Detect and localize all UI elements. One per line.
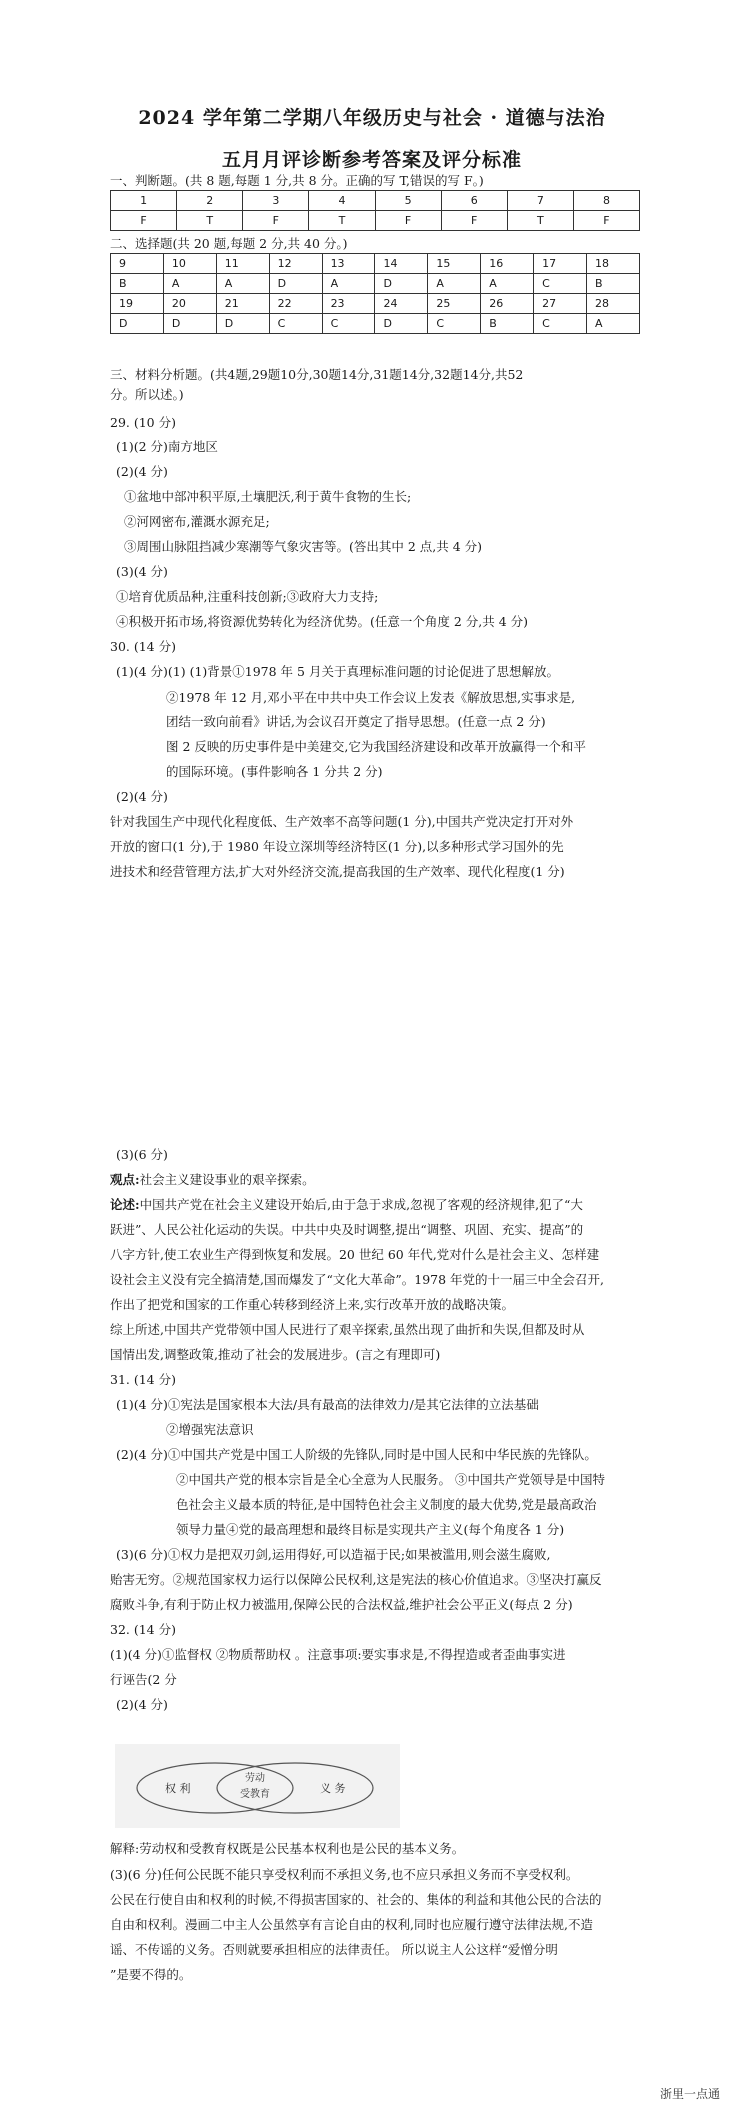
watermark-text: 浙里一点通 — [659, 2087, 720, 2101]
table-cell: 15 — [428, 254, 481, 274]
q30-line: 的国际环境。(事件影响各 1 分共 2 分) — [166, 764, 383, 779]
table-cell: 8 — [573, 191, 639, 211]
table-row — [111, 211, 640, 231]
argument-text: 中国共产党在社会主义建设开始后,由于急于求成,忽视了客观的经济规律,犯了“大 — [139, 1197, 583, 1212]
q32-line: 自由和权利。漫画二中主人公虽然享有言论自由的权利,同时也应履行遵守法律法规,不造 — [110, 1917, 593, 1932]
table-cell: 16 — [481, 254, 534, 274]
rights-duties-venn-diagram — [110, 1750, 400, 1822]
q32-line: 32. (14 分) — [110, 1622, 176, 1637]
table-cell: B — [111, 274, 164, 294]
table-cell: 7 — [507, 191, 573, 211]
q30-line: 30. (14 分) — [110, 639, 176, 654]
q30-line: ②1978 年 12 月,邓小平在中共中央工作会议上发表《解放思想,实事求是, — [166, 690, 576, 705]
viewpoint-text: 社会主义建设事业的艰辛探索。 — [139, 1172, 315, 1187]
table-cell: D — [269, 274, 322, 294]
q31-line: (1)(4 分)①宪法是国家根本大法/具有最高的法律效力/是其它法律的立法基础 — [116, 1397, 539, 1412]
table-cell: 14 — [375, 254, 428, 274]
table-row — [111, 314, 640, 334]
table-cell: 11 — [216, 254, 269, 274]
q30-argument-line: 作出了把党和国家的工作重心转移到经济上来,实行改革开放的战略决策。 — [110, 1297, 514, 1312]
table-cell: 26 — [481, 294, 534, 314]
table-cell: D — [216, 314, 269, 334]
q31-line: 贻害无穷。②规范国家权力运行以保障公民权利,这是宪法的核心价值追求。③坚决打赢反 — [110, 1572, 602, 1587]
argument-label: 论述: — [110, 1197, 140, 1212]
q29-line: ①盆地中部冲积平原,土壤肥沃,利于黄牛食物的生长; — [124, 489, 412, 504]
document-title: 2024 学年第二学期八年级历史与社会 · 道德与法治 — [138, 107, 606, 129]
q31-line: ②增强宪法意识 — [166, 1422, 254, 1437]
table-cell: B — [587, 274, 640, 294]
table-cell: F — [111, 211, 177, 231]
q32-line: ”是要不得的。 — [110, 1967, 192, 1982]
q30-line: (2)(4 分) — [116, 789, 168, 804]
table-cell: F — [441, 211, 507, 231]
q31-line: 色社会主义最本质的特征,是中国特色社会主义制度的最大优势,党是最高政治 — [176, 1497, 597, 1512]
table-row — [111, 254, 640, 274]
table-cell: 3 — [243, 191, 309, 211]
true-false-answer-table — [110, 190, 640, 231]
viewpoint-label: 观点: — [110, 1172, 140, 1187]
table-row — [111, 274, 640, 294]
q30-part3-label: (3)(6 分) — [116, 1147, 168, 1162]
table-cell: T — [507, 211, 573, 231]
table-cell: F — [573, 211, 639, 231]
document-subtitle: 五月月评诊断参考答案及评分标准 — [221, 149, 522, 171]
table-cell: T — [309, 211, 375, 231]
table-cell: 24 — [375, 294, 428, 314]
q31-line: (2)(4 分)①中国共产党是中国工人阶级的先锋队,同时是中国人民和中华民族的先锋队。 — [116, 1447, 597, 1462]
table-cell: T — [177, 211, 243, 231]
table-cell: C — [534, 274, 587, 294]
table-cell: 5 — [375, 191, 441, 211]
q32-line: 公民在行使自由和权利的时候,不得损害国家的、社会的、集体的利益和其他公民的合法的 — [110, 1892, 602, 1907]
table-cell: A — [481, 274, 534, 294]
venn-center-line2: 受教育 — [240, 1789, 270, 1800]
table-cell: 25 — [428, 294, 481, 314]
duties-ellipse — [217, 1763, 373, 1813]
table-cell: F — [243, 211, 309, 231]
table-cell: F — [375, 211, 441, 231]
q30-argument-line: 跃进”、人民公社化运动的失误。中共中央及时调整,提出“调整、巩固、充实、提高”的 — [110, 1222, 584, 1237]
q30-argument-line — [110, 1196, 583, 1213]
table-cell: 4 — [309, 191, 375, 211]
table-cell: 17 — [534, 254, 587, 274]
q30-argument-line: 国情出发,调整政策,推动了社会的发展进步。(言之有理即可) — [110, 1347, 441, 1362]
section3-heading-line2: 分。所以述。) — [110, 387, 184, 402]
table-cell: C — [322, 314, 375, 334]
q29-line: ④积极开拓市场,将资源优势转化为经济优势。(任意一个角度 2 分,共 4 分) — [116, 614, 529, 629]
table-row — [111, 294, 640, 314]
table-cell: 1 — [111, 191, 177, 211]
q29-line: ③周围山脉阻挡减少寒潮等气象灾害等。(答出其中 2 点,共 4 分) — [124, 539, 483, 554]
q32-line: (3)(6 分)任何公民既不能只享受权利而不承担义务,也不应只承担义务而不享受权利。 — [110, 1867, 579, 1882]
q29-line: ①培育优质品种,注重科技创新;③政府大力支持; — [116, 589, 379, 604]
q31-line: ②中国共产党的根本宗旨是全心全意为人民服务。 ③中国共产党领导是中国特 — [176, 1472, 605, 1487]
q30-line: (1)(4 分)(1) (1)背景①1978 年 5 月关于真理标准问题的讨论促进了思想解放。 — [116, 664, 559, 679]
table-cell: 20 — [163, 294, 216, 314]
section1-heading: 一、判断题。(共 8 题,每题 1 分,共 8 分。正确的写 T,错误的写 F。) — [110, 173, 484, 188]
q31-line: 31. (14 分) — [110, 1372, 176, 1387]
rights-ellipse — [137, 1763, 293, 1813]
table-row — [111, 191, 640, 211]
q29-line: (2)(4 分) — [116, 464, 168, 479]
table-cell: D — [111, 314, 164, 334]
table-cell: 28 — [587, 294, 640, 314]
table-cell: A — [322, 274, 375, 294]
q30-argument-line: 设社会主义没有完全搞清楚,国而爆发了“文化大革命”。1978 年党的十一届三中全会召开, — [110, 1272, 605, 1287]
table-cell: 10 — [163, 254, 216, 274]
q29-line: 29. (10 分) — [110, 415, 176, 430]
q31-line: 领导力量④党的最高理想和最终目标是实现共产主义(每个角度各 1 分) — [176, 1522, 565, 1537]
table-cell: D — [163, 314, 216, 334]
section2-heading: 二、选择题(共 20 题,每题 2 分,共 40 分。) — [110, 236, 348, 251]
table-cell: 27 — [534, 294, 587, 314]
table-cell: A — [428, 274, 481, 294]
multiple-choice-answer-table — [110, 253, 640, 334]
table-cell: C — [534, 314, 587, 334]
table-cell: B — [481, 314, 534, 334]
q32-line: (1)(4 分)①监督权 ②物质帮助权 。注意事项:要实事求是,不得捏造或者歪曲事实进 — [110, 1647, 566, 1662]
q32-line: 行诬告(2 分 — [110, 1672, 177, 1687]
table-cell: 19 — [111, 294, 164, 314]
table-cell: 2 — [177, 191, 243, 211]
q32-line: 解释:劳动权和受教育权既是公民基本权利也是公民的基本义务。 — [110, 1841, 465, 1856]
q31-line: (3)(6 分)①权力是把双刃剑,运用得好,可以造福于民;如果被滥用,则会滋生腐败, — [116, 1547, 551, 1562]
q30-line: 开放的窗口(1 分),于 1980 年设立深圳等经济特区(1 分),以多种形式学习国外的先 — [110, 839, 564, 854]
table-cell: D — [375, 274, 428, 294]
q30-viewpoint — [110, 1171, 315, 1188]
venn-left-label: 权 利 — [165, 1782, 191, 1795]
venn-center-line1: 劳动 — [245, 1773, 265, 1784]
table-cell: 23 — [322, 294, 375, 314]
q29-line: (3)(4 分) — [116, 564, 168, 579]
venn-right-label: 义 务 — [320, 1782, 346, 1795]
table-cell: D — [375, 314, 428, 334]
q29-line: ②河网密布,灌溉水源充足; — [124, 514, 270, 529]
table-cell: A — [587, 314, 640, 334]
q29-line: (1)(2 分)南方地区 — [116, 439, 218, 454]
section3-heading-line1: 三、材料分析题。(共4题,29题10分,30题14分,31题14分,32题14分,共52 — [110, 367, 524, 382]
q30-line: 进技术和经营管理方法,扩大对外经济交流,提高我国的生产效率、现代化程度(1 分) — [110, 864, 565, 879]
q30-argument-line: 综上所述,中国共产党带领中国人民进行了艰辛探索,虽然出现了曲折和失误,但都及时从 — [110, 1322, 585, 1337]
table-cell: C — [269, 314, 322, 334]
q30-argument-line: 八字方针,使工农业生产得到恢复和发展。20 世纪 60 年代,党对什么是社会主义、怎样建 — [110, 1247, 600, 1262]
q30-line: 团结一致向前看》讲话,为会议召开奠定了指导思想。(任意一点 2 分) — [166, 714, 546, 729]
table-cell: 9 — [111, 254, 164, 274]
q30-line: 针对我国生产中现代化程度低、生产效率不高等问题(1 分),中国共产党决定打开对外 — [110, 814, 574, 829]
table-cell: A — [163, 274, 216, 294]
table-cell: 6 — [441, 191, 507, 211]
q32-line: (2)(4 分) — [116, 1697, 168, 1712]
q30-line: 图 2 反映的历史事件是中美建交,它为我国经济建设和改革开放赢得一个和平 — [166, 739, 586, 754]
table-cell: 12 — [269, 254, 322, 274]
table-cell: 13 — [322, 254, 375, 274]
table-cell: A — [216, 274, 269, 294]
table-cell: C — [428, 314, 481, 334]
table-cell: 18 — [587, 254, 640, 274]
q32-line: 谣、不传谣的义务。否则就要承担相应的法律责任。 所以说主人公这样“爱憎分明 — [110, 1942, 558, 1957]
table-cell: 21 — [216, 294, 269, 314]
table-cell: 22 — [269, 294, 322, 314]
q31-line: 腐败斗争,有利于防止权力被滥用,保障公民的合法权益,维护社会公平正义(每点 2 分) — [110, 1597, 573, 1612]
